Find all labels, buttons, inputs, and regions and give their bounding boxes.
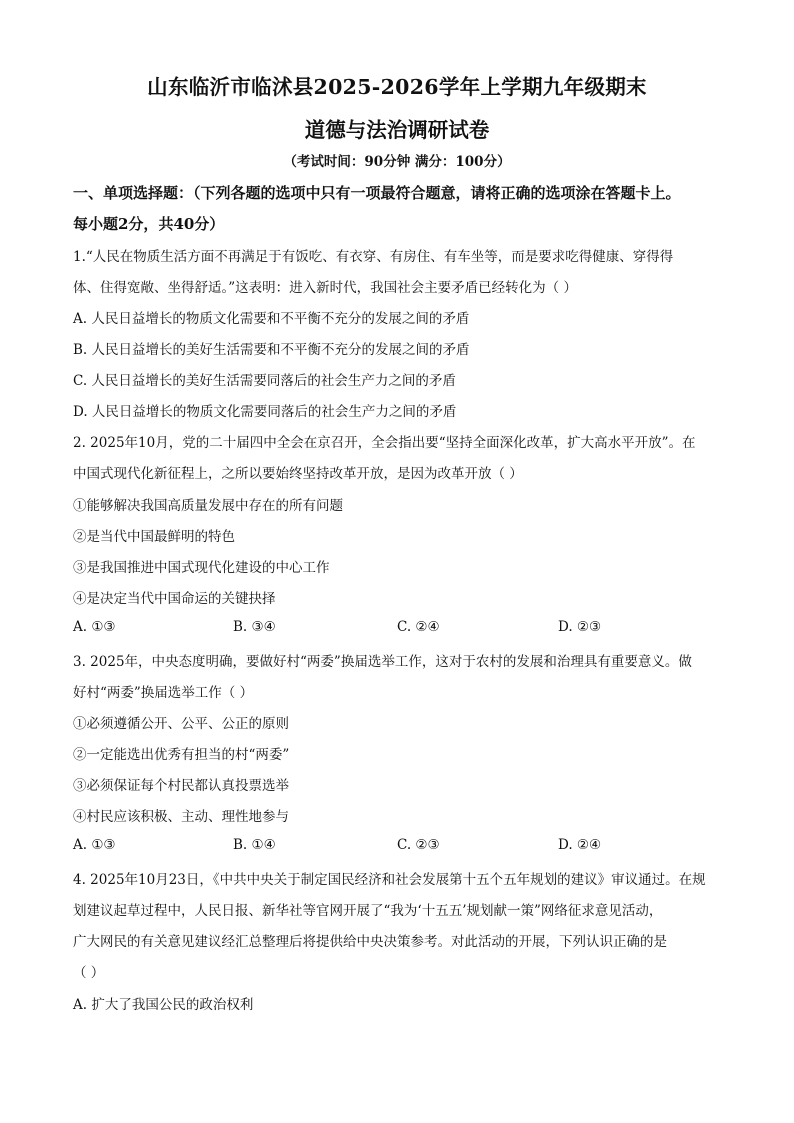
q3-statement-2: ②一定能选出优秀有担当的村“两委” xyxy=(73,747,290,763)
section-heading-cont: 每小题2分，共40分） xyxy=(73,215,225,233)
q3-choice-b: B. ①④ xyxy=(233,837,276,853)
q3-statement-1: ①必须遵循公开、公平、公正的原则 xyxy=(73,716,289,732)
q3-statement-4: ④村民应该积极、主动、理性地参与 xyxy=(73,809,289,825)
section-heading: 一、单项选择题：（下列各题的选项中只有一项最符合题意，请将正确的选项涂在答题卡上。 xyxy=(73,184,681,202)
q3-stem-cont: 好村“两委”换届选举工作（ ） xyxy=(73,685,254,701)
q4-option-a: A. 扩大了我国公民的政治权利 xyxy=(73,997,254,1013)
q1-stem: 1.“人民在物质生活方面不再满足于有饭吃、有衣穿、有房住、有车坐等，而是要求吃得健康、穿得得 xyxy=(73,249,674,265)
exam-time-score: （考试时间：90分钟 满分：100分） xyxy=(283,154,511,170)
q2-choice-a: A. ①③ xyxy=(73,619,116,635)
exam-title: 山东临沂市临沭县2025-2026学年上学期九年级期末 xyxy=(147,75,647,99)
q3-statement-3: ③必须保证每个村民都认真投票选举 xyxy=(73,778,289,794)
q3-choice-c: C. ②③ xyxy=(397,837,440,853)
q1-stem-cont: 体、住得宽敞、坐得舒适。”这表明：进入新时代，我国社会主要矛盾已经转化为（ ） xyxy=(73,280,577,296)
q2-choice-d: D. ②③ xyxy=(558,619,602,635)
q2-choice-c: C. ②④ xyxy=(397,619,440,635)
q1-option-a: A. 人民日益增长的物质文化需要和不平衡不充分的发展之间的矛盾 xyxy=(73,311,470,327)
q3-stem: 3. 2025年，中央态度明确，要做好村“两委”换届选举工作，这对于农村的发展和治理具有重要意义。做 xyxy=(73,654,692,670)
q2-choice-b: B. ③④ xyxy=(233,619,276,635)
exam-subject-title: 道德与法治调研试卷 xyxy=(304,118,490,142)
q3-choice-d: D. ②④ xyxy=(558,837,602,853)
q2-statement-4: ④是决定当代中国命运的关键抉择 xyxy=(73,591,276,607)
q2-statement-1: ①能够解决我国高质量发展中存在的所有问题 xyxy=(73,498,343,514)
q3-choice-a: A. ①③ xyxy=(73,837,116,853)
q4-answer-blank: （ ） xyxy=(73,965,105,981)
q2-statement-2: ②是当代中国最鲜明的特色 xyxy=(73,529,235,545)
q2-stem: 2. 2025年10月，党的二十届四中全会在京召开，全会指出要“坚持全面深化改革，扩大高水平开放”。在 xyxy=(73,435,696,451)
q4-stem: 4. 2025年10月23日，《中共中央关于制定国民经济和社会发展第十五个五年规划的建议》审议通过。在规 xyxy=(73,872,706,888)
q2-statement-3: ③是我国推进中国式现代化建设的中心工作 xyxy=(73,560,330,576)
q4-stem-cont-2: 广大网民的有关意见建议经汇总整理后将提供给中央决策参考。对此活动的开展，下列认识正确的是 xyxy=(73,934,667,950)
q4-stem-cont: 划建议起草过程中，人民日报、新华社等官网开展了“我为‘十五五’规划献一策”网络征求意见活动， xyxy=(73,903,663,919)
q1-option-b: B. 人民日益增长的美好生活需要和不平衡不充分的发展之间的矛盾 xyxy=(73,342,470,358)
q2-stem-cont: 中国式现代化新征程上，之所以要始终坚持改革开放，是因为改革开放（ ） xyxy=(73,466,523,482)
q1-option-d: D. 人民日益增长的物质文化需要同落后的社会生产力之间的矛盾 xyxy=(73,404,457,420)
q1-option-c: C. 人民日益增长的美好生活需要同落后的社会生产力之间的矛盾 xyxy=(73,373,456,389)
